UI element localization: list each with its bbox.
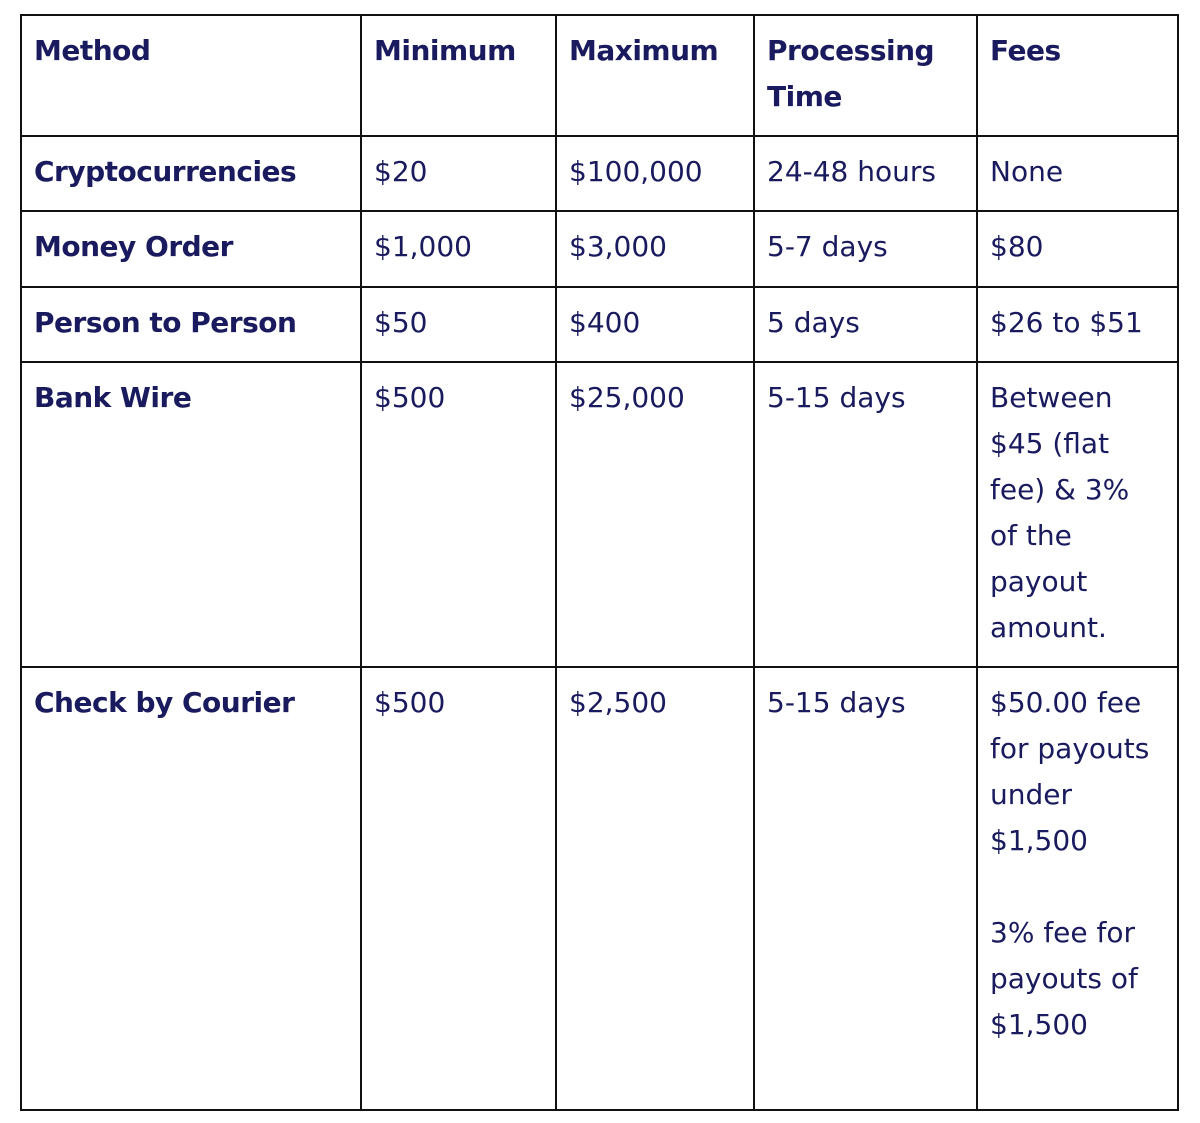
fee-note-spacer [990,864,1165,910]
table-row [21,211,1178,287]
header-processing-time: Processing Time [754,15,977,136]
processing-time-cell: 5 days [754,287,977,362]
maximum-cell: $100,000 [556,136,754,211]
minimum-cell: $50 [361,287,556,362]
maximum-cell: $2,500 [556,667,754,1110]
fees-cell [977,667,1178,1110]
header-maximum: Maximum [556,15,754,136]
table-header-row [21,15,1178,136]
header-fees: Fees [977,15,1178,136]
method-cell: Bank Wire [21,362,361,667]
method-cell: Cryptocurrencies [21,136,361,211]
table-row [21,667,1178,1110]
fees-cell: Between $45 (flat fee) & 3% of the payout amount. [977,362,1178,667]
maximum-cell: $25,000 [556,362,754,667]
fee-note-at-threshold: 3% fee for payouts of $1,500 [990,916,1138,1041]
fees-cell: $26 to $51 [977,287,1178,362]
minimum-cell: $500 [361,667,556,1110]
minimum-cell: $1,000 [361,211,556,287]
processing-time-cell: 5-15 days [754,667,977,1110]
method-cell: Person to Person [21,287,361,362]
header-method: Method [21,15,361,136]
maximum-cell: $400 [556,287,754,362]
processing-time-cell: 5-7 days [754,211,977,287]
table-row [21,362,1178,667]
method-cell: Check by Courier [21,667,361,1110]
fees-cell: None [977,136,1178,211]
header-minimum: Minimum [361,15,556,136]
processing-time-cell: 5-15 days [754,362,977,667]
method-cell: Money Order [21,211,361,287]
fee-note-under-threshold: $50.00 fee for payouts under $1,500 [990,686,1150,857]
table-row [21,136,1178,211]
payout-methods-table [20,14,1179,1111]
maximum-cell: $3,000 [556,211,754,287]
minimum-cell: $20 [361,136,556,211]
processing-time-cell: 24-48 hours [754,136,977,211]
fees-cell: $80 [977,211,1178,287]
minimum-cell: $500 [361,362,556,667]
table-row [21,287,1178,362]
